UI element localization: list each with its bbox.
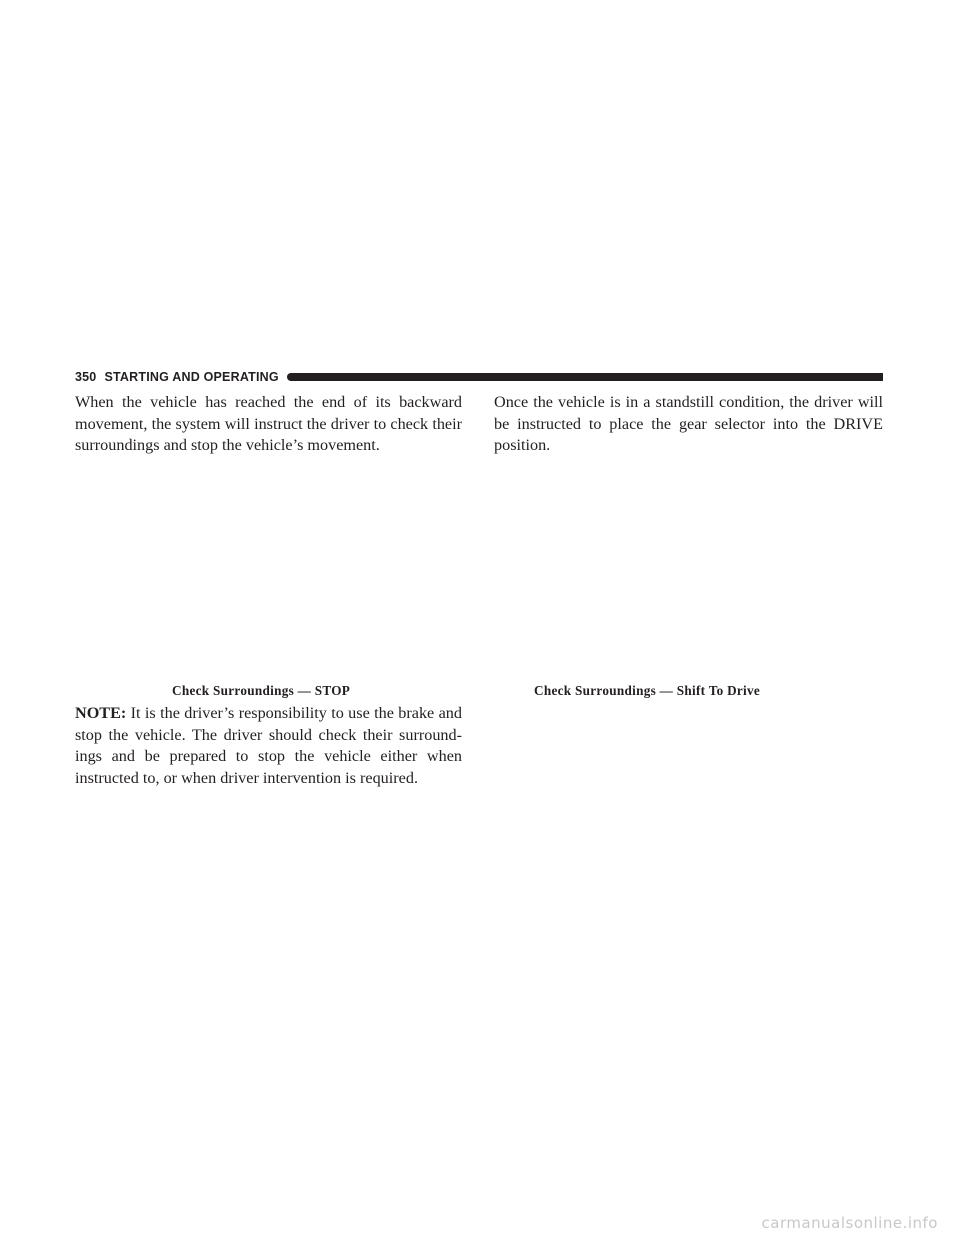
note-paragraph [75, 703, 462, 789]
site-watermark: carmanualsonline.info [761, 1214, 938, 1232]
page-header [75, 369, 883, 385]
note-text: It is the driver’s responsibility to use the brake and stop the vehicle. The driver should check their surround-ings and be prepared to stop the vehicle either when instructed to, or when driver intervention is required. [75, 704, 462, 787]
right-paragraph-standstill: Once the vehicle is in a standstill condition, the driver will be instructed to place the gear selector into the DRIVE position. [494, 393, 883, 455]
header-rule [287, 373, 883, 381]
section-title: STARTING AND OPERATING [104, 370, 279, 384]
figure-check-surroundings-stop [75, 470, 462, 675]
figure-caption-shift-to-drive: Check Surroundings — Shift To Drive [534, 683, 761, 698]
note-label: NOTE: [75, 704, 127, 722]
figure-check-surroundings-shift [494, 470, 883, 675]
figure-caption-stop: Check Surroundings — STOP [172, 683, 351, 698]
page-number: 350 [75, 370, 97, 384]
left-paragraph-backward-movement: When the vehicle has reached the end of its backward movement, the system will instruct the driver to check their surroundings and stop the vehicle’s movement. [75, 393, 462, 455]
